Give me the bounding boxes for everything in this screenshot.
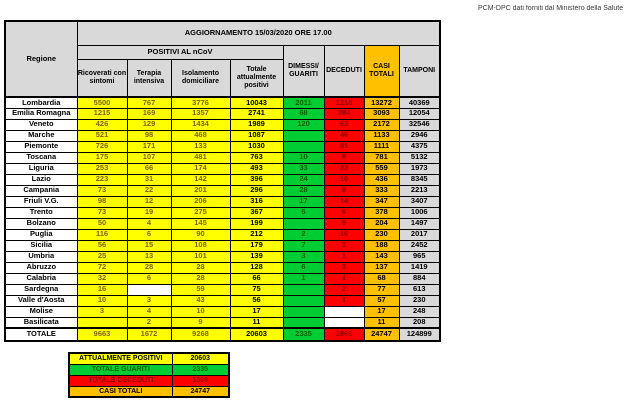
table-title: AGGIORNAMENTO 15/03/2020 ORE 17.00 — [77, 21, 440, 45]
value-cell: 1357 — [171, 108, 230, 119]
value-cell: 175 — [77, 152, 127, 163]
value-cell — [283, 141, 324, 152]
value-cell: 1989 — [230, 119, 283, 130]
value-cell: 8345 — [399, 174, 440, 185]
value-cell: 1030 — [230, 141, 283, 152]
value-cell: 2741 — [230, 108, 283, 119]
table-row — [5, 218, 440, 229]
table-header — [5, 21, 440, 97]
value-cell: 171 — [127, 141, 171, 152]
summary-row — [69, 386, 229, 397]
value-cell: 396 — [230, 174, 283, 185]
value-cell: 133 — [171, 141, 230, 152]
table-row — [5, 130, 440, 141]
region-cell: Valle d'Aosta — [5, 295, 77, 306]
value-cell: 56 — [77, 240, 127, 251]
value-cell: 11 — [364, 317, 399, 328]
summary-row — [69, 364, 229, 375]
value-cell: 763 — [230, 152, 283, 163]
value-cell: 128 — [230, 262, 283, 273]
value-cell: 20603 — [230, 328, 283, 341]
table-row — [5, 240, 440, 251]
value-cell: 56 — [230, 295, 283, 306]
value-cell: 1133 — [364, 130, 399, 141]
value-cell: 5 — [283, 207, 324, 218]
value-cell: 9663 — [77, 328, 127, 341]
summary-value: 24747 — [172, 386, 229, 397]
value-cell: 10043 — [230, 97, 283, 108]
value-cell: 98 — [127, 130, 171, 141]
value-cell: 28 — [171, 273, 230, 284]
value-cell: 2 — [283, 229, 324, 240]
value-cell: 208 — [399, 317, 440, 328]
summary-label: TOTALE GUARITI — [69, 364, 172, 375]
summary-label: CASI TOTALI — [69, 386, 172, 397]
value-cell: 296 — [230, 185, 283, 196]
value-cell: 143 — [364, 251, 399, 262]
value-cell — [283, 218, 324, 229]
region-cell: Liguria — [5, 163, 77, 174]
col-header-deceduti: DECEDUTI — [324, 45, 364, 97]
value-cell: 6 — [127, 229, 171, 240]
region-cell: Sicilia — [5, 240, 77, 251]
value-cell: 204 — [364, 218, 399, 229]
value-cell: 6 — [324, 207, 364, 218]
value-cell: 965 — [399, 251, 440, 262]
value-cell: 124899 — [399, 328, 440, 341]
value-cell: 3 — [283, 251, 324, 262]
value-cell: 33 — [324, 163, 364, 174]
value-cell: 17 — [230, 306, 283, 317]
region-cell: Toscana — [5, 152, 77, 163]
region-cell: Bolzano — [5, 218, 77, 229]
value-cell: 1672 — [127, 328, 171, 341]
value-cell: 1497 — [399, 218, 440, 229]
summary-body — [69, 353, 229, 397]
value-cell: 145 — [171, 218, 230, 229]
summary-row — [69, 375, 229, 386]
region-cell: Calabria — [5, 273, 77, 284]
table-row — [5, 306, 440, 317]
value-cell: 1434 — [171, 119, 230, 130]
value-cell: 253 — [77, 163, 127, 174]
region-cell: Lombardia — [5, 97, 77, 108]
value-cell: 16 — [324, 174, 364, 185]
value-cell: 5132 — [399, 152, 440, 163]
value-cell: 4375 — [399, 141, 440, 152]
value-cell: 3 — [324, 262, 364, 273]
value-cell: 25 — [77, 251, 127, 262]
value-cell: 46 — [324, 130, 364, 141]
value-cell: 378 — [364, 207, 399, 218]
value-cell: 2172 — [364, 119, 399, 130]
value-cell: 367 — [230, 207, 283, 218]
value-cell: 31 — [127, 174, 171, 185]
value-cell: 2011 — [283, 97, 324, 108]
value-cell: 333 — [364, 185, 399, 196]
value-cell: 781 — [364, 152, 399, 163]
value-cell: 2017 — [399, 229, 440, 240]
value-cell: 2 — [324, 240, 364, 251]
value-cell: 73 — [77, 207, 127, 218]
col-header-ricoverati: Ricoverati con sintomi — [77, 59, 127, 97]
value-cell: 1973 — [399, 163, 440, 174]
value-cell: 129 — [127, 119, 171, 130]
value-cell: 1006 — [399, 207, 440, 218]
region-cell: Friuli V.G. — [5, 196, 77, 207]
value-cell: 230 — [399, 295, 440, 306]
table-row — [5, 273, 440, 284]
value-cell: 1 — [324, 251, 364, 262]
region-cell: Abruzzo — [5, 262, 77, 273]
value-cell: 24 — [283, 174, 324, 185]
table-row — [5, 262, 440, 273]
value-cell: 212 — [230, 229, 283, 240]
source-caption: PCM-DPC dati forniti dal Ministero della Salute — [478, 5, 624, 12]
value-cell — [324, 317, 364, 328]
value-cell: 223 — [77, 174, 127, 185]
value-cell: 6 — [283, 262, 324, 273]
value-cell: 2 — [324, 284, 364, 295]
value-cell: 316 — [230, 196, 283, 207]
value-cell: 521 — [77, 130, 127, 141]
value-cell — [283, 317, 324, 328]
table-row — [5, 163, 440, 174]
value-cell: 32 — [77, 273, 127, 284]
value-cell: 201 — [171, 185, 230, 196]
value-cell: 101 — [171, 251, 230, 262]
value-cell: 9268 — [171, 328, 230, 341]
value-cell: 28 — [127, 262, 171, 273]
table-row — [5, 251, 440, 262]
value-cell: 75 — [230, 284, 283, 295]
value-cell: 10 — [77, 295, 127, 306]
value-cell: 11 — [230, 317, 283, 328]
value-cell: 481 — [171, 152, 230, 163]
value-cell: 613 — [399, 284, 440, 295]
value-cell: 284 — [324, 108, 364, 119]
table-row — [5, 152, 440, 163]
value-cell: 107 — [127, 152, 171, 163]
value-cell: 884 — [399, 273, 440, 284]
value-cell: 6 — [127, 273, 171, 284]
value-cell: 72 — [77, 262, 127, 273]
col-header-dimessi-guariti: DIMESSI/ GUARITI — [283, 45, 324, 97]
region-cell: Veneto — [5, 119, 77, 130]
region-cell: Trento — [5, 207, 77, 218]
region-cell: Marche — [5, 130, 77, 141]
col-header-terapia-intensiva: Terapia intensiva — [127, 59, 171, 97]
value-cell: 142 — [171, 174, 230, 185]
summary-label: ATTUALMENTE POSITIVI — [69, 353, 172, 364]
table-row — [5, 317, 440, 328]
value-cell: 98 — [77, 196, 127, 207]
value-cell: 1087 — [230, 130, 283, 141]
col-header-totale-positivi: Totale attualmente positivi — [230, 59, 283, 97]
value-cell: 1111 — [364, 141, 399, 152]
value-cell: 4 — [127, 306, 171, 317]
value-cell: 33 — [283, 163, 324, 174]
value-cell: 3776 — [171, 97, 230, 108]
value-cell: 68 — [283, 108, 324, 119]
group-header-positivi: POSITIVI AL nCoV — [77, 45, 283, 59]
value-cell: 14 — [324, 196, 364, 207]
value-cell: 767 — [127, 97, 171, 108]
value-cell: 2335 — [283, 328, 324, 341]
value-cell: 10 — [171, 306, 230, 317]
value-cell: 116 — [77, 229, 127, 240]
value-cell: 1215 — [77, 108, 127, 119]
region-cell: Molise — [5, 306, 77, 317]
value-cell: 179 — [230, 240, 283, 251]
col-header-regione: Regione — [5, 21, 77, 97]
region-cell: Emilia Romagna — [5, 108, 77, 119]
value-cell: 9 — [324, 185, 364, 196]
summary-value: 20603 — [172, 353, 229, 364]
value-cell: 28 — [171, 262, 230, 273]
value-cell: 15 — [127, 240, 171, 251]
table-row — [5, 196, 440, 207]
value-cell: 1809 — [324, 328, 364, 341]
summary-row — [69, 353, 229, 364]
value-cell: 275 — [171, 207, 230, 218]
value-cell — [283, 306, 324, 317]
value-cell: 493 — [230, 163, 283, 174]
value-cell: 43 — [171, 295, 230, 306]
region-cell: Piemonte — [5, 141, 77, 152]
value-cell: 188 — [364, 240, 399, 251]
value-cell — [324, 306, 364, 317]
value-cell: 12 — [127, 196, 171, 207]
value-cell: 63 — [324, 119, 364, 130]
value-cell: 90 — [171, 229, 230, 240]
table-row — [5, 295, 440, 306]
table-row — [5, 174, 440, 185]
value-cell: 3093 — [364, 108, 399, 119]
value-cell — [283, 284, 324, 295]
value-cell: 13 — [127, 251, 171, 262]
value-cell: 57 — [364, 295, 399, 306]
value-cell: 426 — [77, 119, 127, 130]
value-cell: 32546 — [399, 119, 440, 130]
value-cell: 50 — [77, 218, 127, 229]
value-cell: 16 — [324, 229, 364, 240]
value-cell: 1 — [283, 273, 324, 284]
value-cell: 3 — [127, 295, 171, 306]
value-cell: 559 — [364, 163, 399, 174]
value-cell: 2 — [127, 317, 171, 328]
covid-regions-table — [4, 20, 441, 342]
table-body — [5, 97, 440, 341]
total-label-cell: TOTALE — [5, 328, 77, 341]
value-cell: 40369 — [399, 97, 440, 108]
value-cell: 17 — [283, 196, 324, 207]
value-cell: 3 — [77, 306, 127, 317]
value-cell: 5 — [324, 218, 364, 229]
value-cell: 347 — [364, 196, 399, 207]
value-cell: 22 — [127, 185, 171, 196]
value-cell: 248 — [399, 306, 440, 317]
value-cell: 199 — [230, 218, 283, 229]
value-cell: 468 — [171, 130, 230, 141]
value-cell — [283, 130, 324, 141]
value-cell: 73 — [77, 185, 127, 196]
value-cell: 137 — [364, 262, 399, 273]
value-cell: 68 — [364, 273, 399, 284]
value-cell: 24747 — [364, 328, 399, 341]
value-cell: 108 — [171, 240, 230, 251]
value-cell: 169 — [127, 108, 171, 119]
value-cell: 81 — [324, 141, 364, 152]
table-row — [5, 97, 440, 108]
table-row — [5, 229, 440, 240]
value-cell: 7 — [283, 240, 324, 251]
value-cell: 1 — [324, 273, 364, 284]
region-cell: Campania — [5, 185, 77, 196]
value-cell: 3407 — [399, 196, 440, 207]
value-cell: 9 — [171, 317, 230, 328]
col-header-casi-totali: CASI TOTALI — [364, 45, 399, 97]
value-cell: 66 — [127, 163, 171, 174]
region-cell: Basilicata — [5, 317, 77, 328]
table-row — [5, 108, 440, 119]
table-row — [5, 284, 440, 295]
value-cell: 230 — [364, 229, 399, 240]
value-cell: 1218 — [324, 97, 364, 108]
value-cell: 10 — [283, 152, 324, 163]
table-row — [5, 207, 440, 218]
table-row — [5, 119, 440, 130]
table-row — [5, 185, 440, 196]
value-cell: 120 — [283, 119, 324, 130]
value-cell: 436 — [364, 174, 399, 185]
value-cell: 5500 — [77, 97, 127, 108]
value-cell: 4 — [127, 218, 171, 229]
value-cell: 726 — [77, 141, 127, 152]
value-cell: 8 — [324, 152, 364, 163]
value-cell: 77 — [364, 284, 399, 295]
value-cell: 13272 — [364, 97, 399, 108]
region-cell: Umbria — [5, 251, 77, 262]
summary-label: TOTALE DECEDUTI — [69, 375, 172, 386]
value-cell — [77, 317, 127, 328]
region-cell: Lazio — [5, 174, 77, 185]
value-cell: 2452 — [399, 240, 440, 251]
value-cell: 19 — [127, 207, 171, 218]
table-row — [5, 141, 440, 152]
value-cell: 16 — [77, 284, 127, 295]
value-cell: 2213 — [399, 185, 440, 196]
value-cell: 59 — [171, 284, 230, 295]
value-cell: 12054 — [399, 108, 440, 119]
value-cell: 1 — [324, 295, 364, 306]
col-header-tamponi: TAMPONI — [399, 45, 440, 97]
summary-box — [68, 352, 230, 398]
col-header-isolamento: Isolamento domiciliare — [171, 59, 230, 97]
value-cell: 206 — [171, 196, 230, 207]
value-cell: 28 — [283, 185, 324, 196]
total-row — [5, 328, 440, 341]
value-cell: 17 — [364, 306, 399, 317]
region-cell: Puglia — [5, 229, 77, 240]
value-cell: 174 — [171, 163, 230, 174]
value-cell: 1419 — [399, 262, 440, 273]
region-cell: Sardegna — [5, 284, 77, 295]
value-cell: 139 — [230, 251, 283, 262]
value-cell: 2946 — [399, 130, 440, 141]
value-cell: 66 — [230, 273, 283, 284]
summary-value: 1809 — [172, 375, 229, 386]
value-cell — [127, 284, 171, 295]
value-cell — [283, 295, 324, 306]
summary-value: 2335 — [172, 364, 229, 375]
